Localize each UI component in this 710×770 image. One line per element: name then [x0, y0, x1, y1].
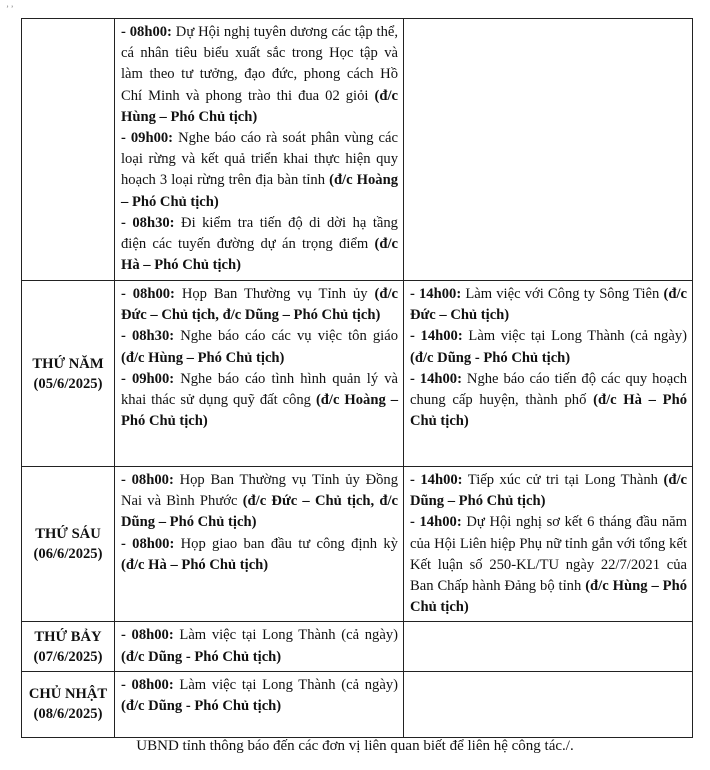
item-text: Tiếp xúc cử tri tại Long Thành	[462, 472, 664, 488]
schedule-row	[22, 281, 693, 467]
schedule-item	[410, 326, 687, 368]
item-time: - 08h00:	[121, 472, 174, 488]
item-time: - 14h00:	[410, 514, 462, 531]
item-person: (đ/c Hùng – Phó Chủ tịch)	[410, 578, 687, 616]
day-date: (05/6/2025)	[33, 375, 103, 392]
schedule-item	[410, 284, 687, 326]
item-person: (đ/c Hà – Phó Chủ tịch)	[410, 392, 687, 430]
schedule-item	[121, 22, 398, 128]
schedule-item	[121, 470, 398, 534]
schedule-item	[410, 369, 687, 433]
item-text: Làm việc tại Long Thành (cả ngày)	[462, 328, 687, 345]
item-text: Dự Hội nghị sơ kết 6 tháng đầu năm của Hội Liên hiệp Phụ nữ tỉnh gắn với tổng kết Kết luận số 250-KL/TU ngày 22/7/2021 của Ban Chấp hành Đảng bộ tỉnh	[410, 514, 687, 595]
item-text: Họp giao ban đầu tư công định kỳ	[174, 535, 398, 552]
item-text: Đi kiểm tra tiến độ di dời hạ tầng điện các tuyến đường dự án trọng điểm	[121, 214, 398, 253]
item-text: Làm việc tại Long Thành (cả ngày)	[173, 676, 398, 693]
day-cell	[22, 467, 115, 622]
day-date: (08/6/2025)	[33, 706, 103, 723]
afternoon-cell	[404, 19, 693, 281]
day-date: (06/6/2025)	[33, 546, 103, 563]
item-person: (đ/c Đức – Chủ tịch, đ/c Dũng – Phó Chủ tịch)	[121, 493, 399, 531]
schedule-item	[121, 284, 398, 326]
morning-cell	[115, 19, 404, 281]
item-time: - 08h00:	[121, 627, 174, 644]
schedule-row	[22, 19, 693, 281]
item-person: (đ/c Đức – Chủ tịch)	[410, 286, 687, 324]
item-time: - 14h00:	[410, 286, 462, 302]
item-person: (đ/c Hùng – Phó Chủ tịch)	[121, 87, 398, 125]
schedule-table	[21, 18, 693, 738]
afternoon-cell	[404, 671, 693, 737]
item-person: (đ/c Dũng – Phó Chủ tịch)	[410, 472, 687, 510]
schedule-item	[121, 326, 398, 368]
item-time: - 08h30:	[121, 328, 175, 345]
item-time: - 14h00:	[410, 328, 463, 345]
morning-cell	[115, 622, 404, 671]
item-person: (đ/c Hùng – Phó Chủ tịch)	[121, 349, 285, 366]
schedule-item	[121, 213, 398, 277]
footer-note: UBND tỉnh thông báo đến các đơn vị liên quan biết để liên hệ công tác./.	[136, 738, 574, 754]
schedule-item	[121, 625, 398, 667]
item-person: (đ/c Hà – Phó Chủ tịch)	[121, 556, 269, 573]
item-time: - 08h00:	[121, 676, 174, 693]
item-text: Nghe báo cáo các vụ việc tôn giáo	[174, 328, 398, 345]
day-label: THỨ SÁU	[35, 526, 101, 543]
item-person: (đ/c Dũng - Phó Chủ tịch)	[410, 349, 571, 366]
item-text: Dự Hội nghị tuyên dương các tập thể, cá nhân tiêu biểu xuất sắc trong Học tập và làm theo tư tưởng, đạo đức, phong cách Hồ Chí Minh và phong trào thi đua 02 giỏi	[121, 24, 398, 104]
item-time: - 08h00:	[121, 286, 175, 302]
morning-cell	[115, 467, 404, 622]
day-cell	[22, 19, 115, 281]
day-label: THỨ BẢY	[34, 628, 102, 645]
corner-mark: ’ ’	[6, 4, 14, 14]
item-text: Nghe báo cáo rà soát phân vùng các loại rừng và kết quả triển khai thực hiện quy hoạch 3 loại rừng trên địa bàn tỉnh	[121, 130, 398, 189]
schedule-item	[410, 470, 687, 512]
morning-cell	[115, 671, 404, 737]
item-person: (đ/c Hoàng – Phó Chủ tịch)	[121, 172, 398, 210]
schedule-item	[121, 128, 398, 213]
item-time: - 14h00:	[410, 472, 463, 488]
schedule-row	[22, 671, 693, 737]
item-text: Nghe báo cáo tiến độ các quy hoạch chung cấp huyện, thành phố	[410, 370, 687, 409]
schedule-row	[22, 467, 693, 622]
morning-cell	[115, 281, 404, 467]
day-label: THỨ NĂM	[32, 355, 104, 372]
day-label: CHỦ NHẬT	[28, 686, 108, 703]
day-cell	[22, 622, 115, 671]
item-time: - 09h00:	[121, 130, 174, 147]
item-text: Làm việc với Công ty Sông Tiên	[461, 286, 664, 302]
schedule-item	[121, 369, 398, 433]
item-time: - 14h00:	[410, 370, 462, 387]
day-cell	[22, 671, 115, 737]
item-person: (đ/c Dũng - Phó Chủ tịch)	[121, 698, 282, 715]
schedule-item	[410, 512, 687, 618]
afternoon-cell	[404, 467, 693, 622]
item-person: (đ/c Đức – Chủ tịch, đ/c Dũng – Phó Chủ tịch)	[121, 286, 398, 324]
item-time: - 08h00:	[121, 24, 172, 40]
item-time: - 09h00:	[121, 370, 175, 387]
item-person: (đ/c Hoàng – Phó Chủ tịch)	[121, 392, 398, 430]
item-person: (đ/c Hà – Phó Chủ tịch)	[121, 236, 398, 274]
item-time: - 08h30:	[121, 214, 175, 231]
item-text: Họp Ban Thường vụ Tỉnh ủy Đồng Nai và Bình Phước	[121, 472, 398, 510]
afternoon-cell	[404, 281, 693, 467]
item-text: Họp Ban Thường vụ Tỉnh ủy	[174, 286, 375, 302]
day-cell	[22, 281, 115, 467]
schedule-item	[121, 675, 398, 717]
afternoon-cell	[404, 622, 693, 671]
day-date: (07/6/2025)	[33, 648, 103, 665]
item-text: Nghe báo cáo tình hình quản lý và khai thác sử dụng quỹ đất công	[121, 370, 398, 409]
item-person: (đ/c Dũng - Phó Chủ tịch)	[121, 648, 282, 665]
item-time: - 08h00:	[121, 535, 175, 552]
schedule-item	[121, 534, 398, 576]
schedule-row	[22, 622, 693, 671]
item-text: Làm việc tại Long Thành (cả ngày)	[173, 627, 398, 644]
